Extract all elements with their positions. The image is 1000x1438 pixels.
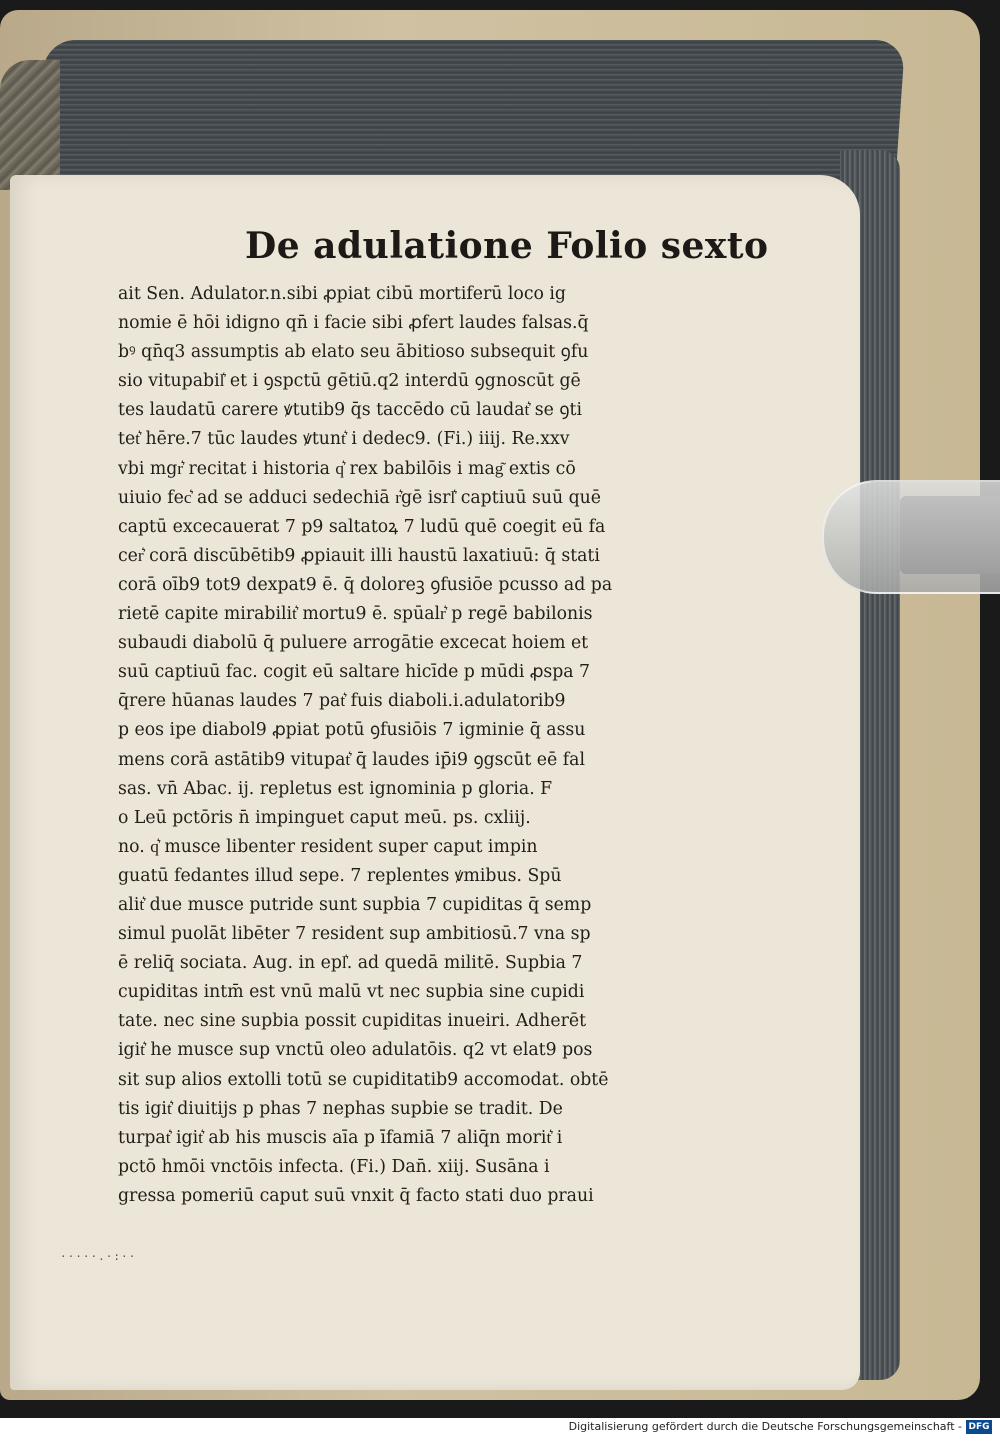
- text-line: uiuio fec͛ ad se adduci sedechiā r͛gē isrl͛ captiuū suū quē: [118, 487, 602, 508]
- page-clamp: [822, 480, 1000, 594]
- text-line: guatū fedantes illud sepe. 7 replentes ꝟmibus. Spū: [118, 865, 562, 886]
- text-line: mens corā astātib9 vitupat͛ q̄ laudes ip̄i9 ꝯgscūt eē fal: [118, 749, 585, 770]
- text-line: o Leū pctōris n̄ impinguet caput meū. ps. cxliij.: [118, 807, 531, 828]
- book-page-edges-top: [35, 40, 905, 190]
- text-line: sio vitupabil͛ et i ꝯspctū gētiū.q2 interdū ꝯgnoscūt gē: [118, 371, 581, 392]
- binding-cord: [0, 60, 60, 190]
- text-line: igit͛ he musce sup vnctū oleo adulatōis. q2 vt elat9 pos: [118, 1040, 593, 1061]
- footer-strip: [0, 1418, 1000, 1438]
- text-line: gressa pomeriū caput suū vnxit q̄ facto stati duo praui: [118, 1185, 594, 1206]
- text-line: q̄rere hūanas laudes 7 pat͛ fuis diaboli.i.adulatorib9: [118, 691, 566, 712]
- page-text-block: [118, 280, 778, 1211]
- page-header: De adulatione Folio sexto: [245, 225, 769, 267]
- footer-credit: Digitalisierung gefördert durch die Deutsche Forschungsgemeinschaft -: [568, 1420, 962, 1433]
- dfg-logo: DFG: [966, 1420, 992, 1434]
- text-line: simul puolāt libēter 7 resident sup ambitiosū.7 vna sp: [118, 924, 591, 945]
- text-line: pctō hmōi vnctōis infecta. (Fi.) Dan̄. xiij. Susāna i: [118, 1156, 550, 1177]
- text-line: tet͛ hēre.7 tūc laudes ꝟtunt͛ i dedec9. (Fi.) iiij. Re.xxv: [118, 429, 570, 450]
- text-line: alit͛ due musce putride sunt supbia 7 cupiditas q̄ semp: [118, 894, 592, 915]
- text-line: turpat͛ igit͛ ab his muscis aīa p īfamiā 7 aliq̄n morit͛ i: [118, 1127, 563, 1148]
- text-line: corā oīb9 tot9 dexpat9 ē. q̄ doloreꝫ ꝯfusiōe pcusso ad pa: [118, 574, 613, 595]
- page-stain: ·····.·:··: [60, 1250, 137, 1263]
- text-line: bꝰ qn̄q3 assumptis ab elato seu ābitioso subsequit ꝯfu: [118, 342, 589, 363]
- text-line: ē reliq̄ sociata. Aug. in epl͛. ad quedā militē. Supbia 7: [118, 953, 583, 974]
- text-line: subaudi diabolū q̄ puluere arrogātie excecat hoiem et: [118, 633, 589, 654]
- text-line: ait Sen. Adulator.n.sibi ꝓpiat cibū mortiferū loco ig: [118, 284, 566, 304]
- text-line: cupiditas intm̄ est vnū malū vt nec supbia sine cupidi: [118, 982, 585, 1003]
- text-line: sas. vn̄ Abac. ij. repletus est ignominia p gloria. F: [118, 778, 553, 799]
- text-line: tes laudatū carere ꝟtutib9 q̄s taccēdo cū laudat͛ se ꝯti: [118, 400, 583, 421]
- text-line: tis igit͛ diuitijs p phas 7 nephas supbie se tradit. De: [118, 1098, 563, 1119]
- text-line: p eos ipe diabol9 ꝓpiat potū ꝯfusiōis 7 igminie q̄ assu: [118, 720, 586, 741]
- text-line: nomie ē hōi idigno qn̄ i facie sibi ꝓfert laudes falsas.q̄: [118, 313, 589, 334]
- text-line: tate. nec sine supbia possit cupiditas inueiri. Adherēt: [118, 1011, 587, 1032]
- text-line: sit sup alios extolli totū se cupiditatib9 accomodat. obtē: [118, 1069, 609, 1090]
- text-line: vbi mgr͛ recitat i historia q͛ rex babilōis i mag͂ extis cō: [118, 458, 576, 479]
- text-line: captū excecauerat 7 p9 saltatoꝝ 7 ludū quē coegit eū fa: [118, 516, 606, 537]
- text-line: suū captiuū fac. cogit eū saltare hicīde p mūdi ꝓspa 7: [118, 662, 591, 683]
- text-line: cer͛ corā discūbētib9 ꝓpiauit illi haustū laxatiuū: q̄ stati: [118, 545, 600, 566]
- text-line: no. q͛ musce libenter resident super caput impin: [118, 836, 538, 857]
- text-line: rietē capite mirabilit͛ mortu9 ē. spūalr͛ p regē babilonis: [118, 604, 593, 625]
